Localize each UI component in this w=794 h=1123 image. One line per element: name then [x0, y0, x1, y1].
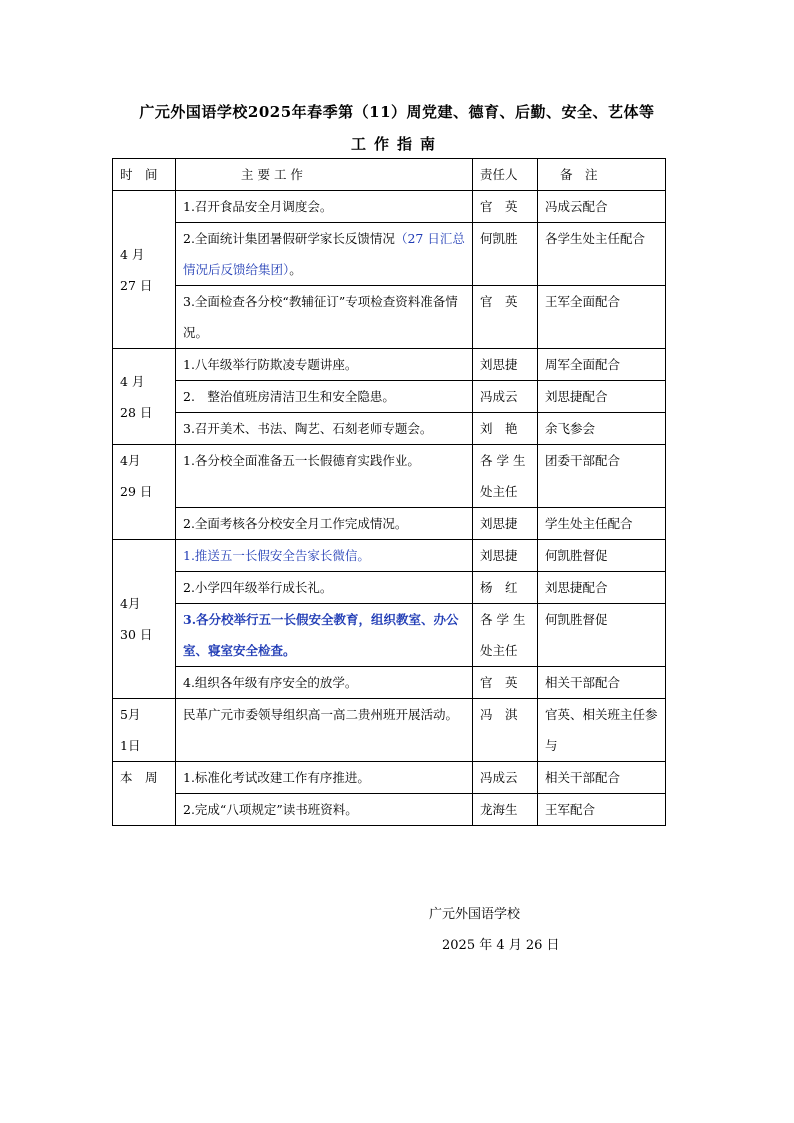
owner-cell: 各 学 生 处主任	[473, 604, 538, 667]
table-row	[113, 699, 666, 762]
owner-cell: 官 英	[473, 286, 538, 349]
work-cell: 2.小学四年级举行成长礼。	[176, 572, 473, 604]
work-schedule-table	[112, 158, 666, 826]
day-cell: 4月 29 日	[113, 445, 176, 540]
owner-cell: 刘思捷	[473, 540, 538, 572]
note-cell: 团委干部配合	[538, 445, 666, 508]
work-cell: 3.召开美术、书法、陶艺、石刻老师专题会。	[176, 413, 473, 445]
note-cell: 冯成云配合	[538, 191, 666, 223]
work-cell: 2.完成“八项规定”读书班资料。	[176, 794, 473, 826]
work-cell: 1.标准化考试改建工作有序推进。	[176, 762, 473, 794]
owner-cell: 刘思捷	[473, 508, 538, 540]
work-cell: 2. 整治值班房清洁卫生和安全隐患。	[176, 381, 473, 413]
table-row	[113, 381, 666, 413]
document-title: 广元外国语学校2025年春季第（11）周党建、德育、后勤、安全、艺体等	[139, 103, 655, 121]
owner-cell: 何凯胜	[473, 223, 538, 286]
table-row	[113, 667, 666, 699]
note-cell: 学生处主任配合	[538, 508, 666, 540]
note-cell: 相关干部配合	[538, 762, 666, 794]
header-work: 主 要 工 作	[176, 159, 473, 191]
work-cell: 1.召开食品安全月调度会。	[176, 191, 473, 223]
work-cell: 1.八年级举行防欺凌专题讲座。	[176, 349, 473, 381]
issue-date: 2025 年 4 月 26 日	[442, 938, 560, 953]
table-row	[113, 508, 666, 540]
header-note: 备 注	[538, 159, 666, 191]
document-subtitle: 工作指南	[350, 135, 443, 153]
table-row	[113, 286, 666, 349]
work-highlight: （27 日汇总情况后反馈给集团）	[183, 231, 465, 277]
work-tail: 。	[289, 262, 302, 277]
note-cell: 何凯胜督促	[538, 604, 666, 667]
note-cell: 余飞参会	[538, 413, 666, 445]
day-cell: 4 月 27 日	[113, 191, 176, 349]
table-row	[113, 762, 666, 794]
work-cell: 3.全面检查各分校“教辅征订”专项检查资料准备情况。	[176, 286, 473, 349]
note-cell: 官英、相关班主任参与	[538, 699, 666, 762]
issuing-organization: 广元外国语学校	[429, 907, 521, 922]
owner-cell: 杨 红	[473, 572, 538, 604]
owner-cell: 官 英	[473, 667, 538, 699]
owner-cell: 刘思捷	[473, 349, 538, 381]
day-cell: 5月 1日	[113, 699, 176, 762]
owner-cell: 刘 艳	[473, 413, 538, 445]
table-row	[113, 191, 666, 223]
day-cell: 4 月 28 日	[113, 349, 176, 445]
note-cell: 刘思捷配合	[538, 572, 666, 604]
note-cell: 各学生处主任配合	[538, 223, 666, 286]
work-cell: 3.各分校举行五一长假安全教育，组织教室、办公室、寝室安全检查。	[176, 604, 473, 667]
table-row	[113, 794, 666, 826]
table-row	[113, 540, 666, 572]
note-cell: 周军全面配合	[538, 349, 666, 381]
work-cell: 民革广元市委领导组织高一高二贵州班开展活动。	[176, 699, 473, 762]
table-row	[113, 604, 666, 667]
work-text: 2.全面统计集团暑假研学家长反馈情况	[183, 231, 395, 246]
owner-cell: 冯成云	[473, 381, 538, 413]
owner-cell: 冯成云	[473, 762, 538, 794]
note-cell: 王军全面配合	[538, 286, 666, 349]
table-row	[113, 445, 666, 508]
work-cell: 1.推送五一长假安全告家长微信。	[176, 540, 473, 572]
day-cell: 本 周	[113, 762, 176, 826]
work-cell: 1.各分校全面准备五一长假德育实践作业。	[176, 445, 473, 508]
owner-cell: 冯 淇	[473, 699, 538, 762]
note-cell: 刘思捷配合	[538, 381, 666, 413]
header-row	[113, 159, 666, 191]
table-row	[113, 413, 666, 445]
table-row	[113, 349, 666, 381]
work-cell: 4.组织各年级有序安全的放学。	[176, 667, 473, 699]
work-cell: 2.全面考核各分校安全月工作完成情况。	[176, 508, 473, 540]
note-cell: 王军配合	[538, 794, 666, 826]
owner-cell: 龙海生	[473, 794, 538, 826]
work-cell	[176, 223, 473, 286]
header-time: 时 间	[113, 159, 176, 191]
day-cell: 4月 30 日	[113, 540, 176, 699]
header-owner: 责任人	[473, 159, 538, 191]
note-cell: 相关干部配合	[538, 667, 666, 699]
table-row	[113, 223, 666, 286]
owner-cell: 各 学 生 处主任	[473, 445, 538, 508]
note-cell: 何凯胜督促	[538, 540, 666, 572]
owner-cell: 官 英	[473, 191, 538, 223]
table-row	[113, 572, 666, 604]
